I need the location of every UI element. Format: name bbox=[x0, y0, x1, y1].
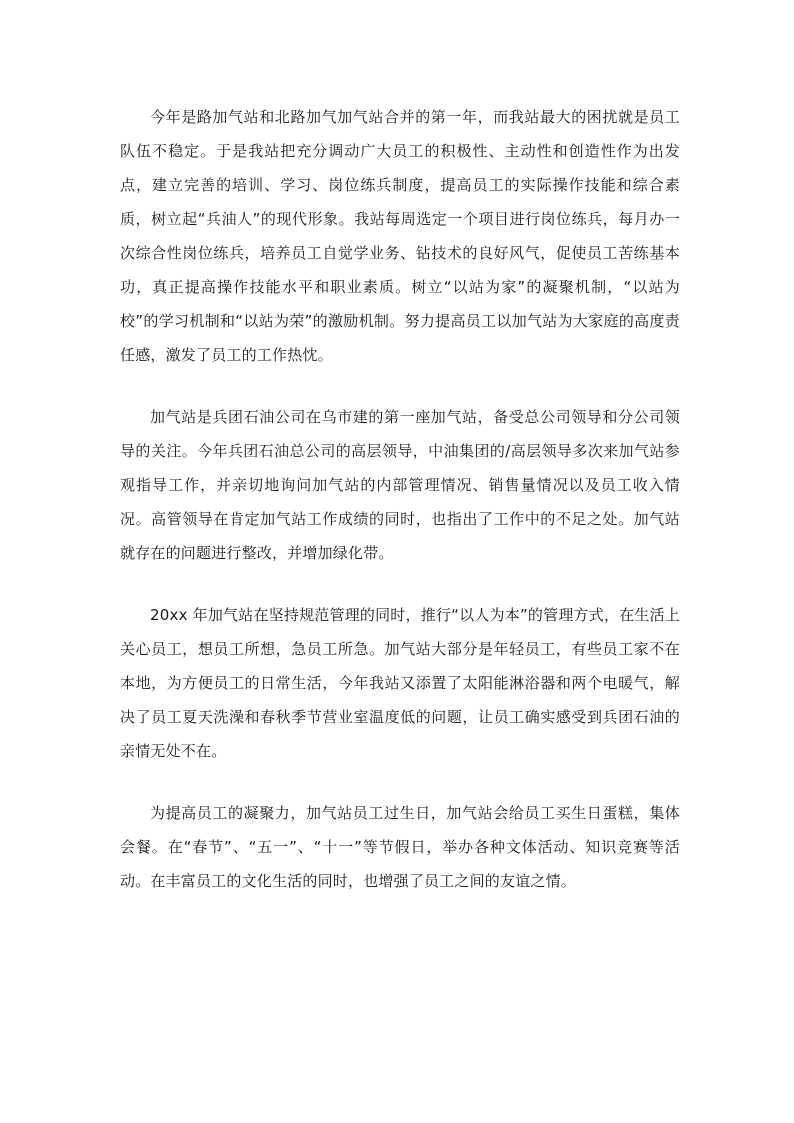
paragraph: 20xx 年加气站在坚持规范管理的同时，推行“以人为本”的管理方式，在生活上关心员工，想员工所想，急员工所急。加气站大部分是年轻员工，有些员工家不在本地，为方便员工的日常生活，今年我站又添置了太阳能淋浴器和两个电暖气，解决了员工夏天洗澡和春秋季节营业室温度低的问题，让员工确实感受到兵团石油的亲情无处不在。 bbox=[120, 606, 680, 760]
paragraph: 今年是路加气站和北路加气加气站合并的第一年，而我站最大的困扰就是员工队伍不稳定。于是我站把充分调动广大员工的积极性、主动性和创造性作为出发点，建立完善的培训、学习、岗位练兵制度，提高员工的实际操作技能和综合素质，树立起“兵油人”的现代形象。我站每周选定一个项目进行岗位练兵，每月办一次综合性岗位练兵，培养员工自觉学业务、钻技术的良好风气，促使员工苦练基本功，真正提高操作技能水平和职业素质。树立“以站为家”的凝聚机制，“以站为校”的学习机制和“以站为荣”的激励机制。努力提高员工以加气站为大家庭的高度责任感，激发了员工的工作热忱。 bbox=[120, 108, 680, 364]
paragraph: 加气站是兵团石油公司在乌市建的第一座加气站，备受总公司领导和分公司领导的关注。今年兵团石油总公司的高层领导，中油集团的/高层领导多次来加气站参观指导工作，并亲切地询问加气站的内部管理情况、销售量情况以及员工收入情况。高管领导在肯定加气站工作成绩的同时，也指出了工作中的不足之处。加气站就存在的问题进行整改，并增加绿化带。 bbox=[120, 408, 680, 562]
paragraph: 为提高员工的凝聚力，加气站员工过生日，加气站会给员工买生日蛋糕，集体会餐。在“春节”、“五一”、“十一”等节假日，举办各种文体活动、知识竞赛等活动。在丰富员工的文化生活的同时，也增强了员工之间的友谊之情。 bbox=[120, 804, 680, 890]
document-body bbox=[120, 100, 680, 926]
